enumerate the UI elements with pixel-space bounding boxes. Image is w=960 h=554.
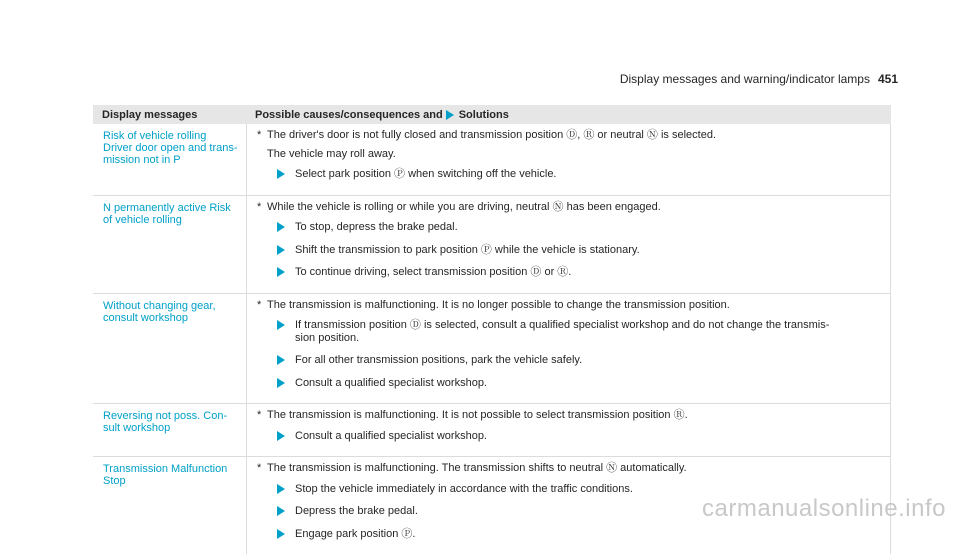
solution-arrow-icon [277, 169, 285, 179]
solution-arrow-icon [277, 378, 285, 388]
bullet-icon: * [257, 298, 262, 311]
causes-solutions [247, 196, 891, 293]
cause-item [257, 462, 880, 475]
page-header [620, 72, 898, 86]
solution-step-text: Depress the brake pedal. [295, 505, 418, 517]
page-header-title: Display messages and warning/indicator lamps [619, 72, 870, 86]
display-message-line: Without changing gear, [103, 299, 216, 312]
table-body [93, 124, 891, 554]
cause-text: The transmission is malfunctioning. It is no longer possible to change the transmission position. [267, 298, 730, 311]
solution-arrow-icon [277, 245, 285, 255]
display-message-line: sult workshop [103, 422, 171, 434]
display-message-line: Driver door open and trans- [103, 142, 238, 154]
solution-arrow-icon [277, 320, 285, 330]
display-message-line: consult workshop [103, 311, 188, 324]
table-row [93, 294, 891, 405]
display-messages-table [93, 105, 891, 554]
bullet-icon: * [257, 409, 262, 421]
cause-item [257, 409, 880, 422]
solution-step [277, 221, 880, 234]
solution-step [277, 168, 880, 181]
causes-solutions [247, 404, 891, 456]
page-number: 451 [877, 72, 898, 86]
solution-step [277, 483, 880, 496]
display-message [93, 196, 247, 293]
cause-item [257, 201, 880, 214]
bullet-icon: * [257, 462, 262, 474]
solution-step-text: For all other transmission positions, park the vehicle safely. [295, 354, 583, 366]
cause-item [257, 299, 880, 312]
solution-step-text: Consult a qualified specialist workshop. [295, 429, 487, 442]
solution-step-text: Engage park position Ⓟ. [295, 527, 416, 540]
solution-step [277, 244, 880, 257]
cause-text: The transmission is malfunctioning. The transmission shifts to neutral Ⓝ automatically. [267, 462, 687, 474]
causes-solutions [247, 294, 891, 404]
solution-step [277, 319, 880, 344]
solution-step [277, 528, 880, 541]
solution-step [277, 430, 880, 443]
col-header-solutions-label: Solutions [458, 108, 509, 121]
solution-step-text: Shift the transmission to park position Ⓟ while the vehicle is stationary. [295, 243, 640, 256]
solution-step-text: If transmission position Ⓓ is selected, consult a qualified specialist workshop and do not change the transmis- sion position. [295, 319, 830, 344]
solution-arrow-icon [446, 110, 454, 120]
bullet-icon: * [257, 129, 262, 141]
display-message [93, 294, 247, 404]
solution-step-text: Select park position Ⓟ when switching off the vehicle. [295, 168, 557, 180]
display-message-line: Risk of vehicle rolling [103, 130, 207, 142]
col-header-causes-label: Possible causes/consequences and [255, 108, 443, 121]
display-message-line: of vehicle rolling [103, 213, 182, 226]
cause-consequence-text: The vehicle may roll away. [267, 147, 396, 160]
solution-arrow-icon [277, 431, 285, 441]
causes-solutions [247, 124, 891, 195]
solution-step-text: Stop the vehicle immediately in accordance with the traffic conditions. [295, 482, 633, 495]
col-header-display-messages: Display messages [102, 108, 198, 121]
display-message-line: Transmission Malfunction [103, 463, 228, 475]
solution-step-text: To stop, depress the brake pedal. [295, 221, 458, 233]
display-message-line: N permanently active Risk [103, 201, 231, 214]
solution-arrow-icon [277, 222, 285, 232]
table-row [93, 196, 891, 294]
solution-arrow-icon [277, 529, 285, 539]
solution-arrow-icon [277, 506, 285, 516]
solution-arrow-icon [277, 484, 285, 494]
solution-step-text: Consult a qualified specialist workshop. [295, 376, 487, 389]
display-message [93, 404, 247, 456]
table-row [93, 124, 891, 196]
display-message [93, 457, 247, 554]
display-message-line: Reversing not poss. Con- [103, 410, 228, 422]
cause-text: The transmission is malfunctioning. It is not possible to select transmission position Ⓡ. [267, 409, 688, 421]
solution-step [277, 266, 880, 279]
cause-text: While the vehicle is rolling or while you are driving, neutral Ⓝ has been engaged. [267, 200, 661, 213]
table-header [93, 105, 891, 124]
display-message-line: mission not in P [103, 154, 181, 166]
table-row [93, 404, 891, 457]
display-message-line: Stop [103, 475, 126, 487]
cause-item [257, 129, 880, 160]
bullet-icon: * [257, 200, 262, 213]
watermark: carmanualsonline.info [702, 495, 946, 522]
solution-step [277, 377, 880, 390]
solution-step [277, 354, 880, 367]
solution-arrow-icon [277, 355, 285, 365]
col-header-causes-solutions [247, 109, 891, 121]
cause-text: The driver's door is not fully closed and transmission position Ⓓ, Ⓡ or neutral Ⓝ is selected. [267, 129, 717, 141]
solution-arrow-icon [277, 267, 285, 277]
solution-step-text: To continue driving, select transmission position Ⓓ or Ⓡ. [295, 266, 572, 278]
display-message [93, 124, 247, 195]
